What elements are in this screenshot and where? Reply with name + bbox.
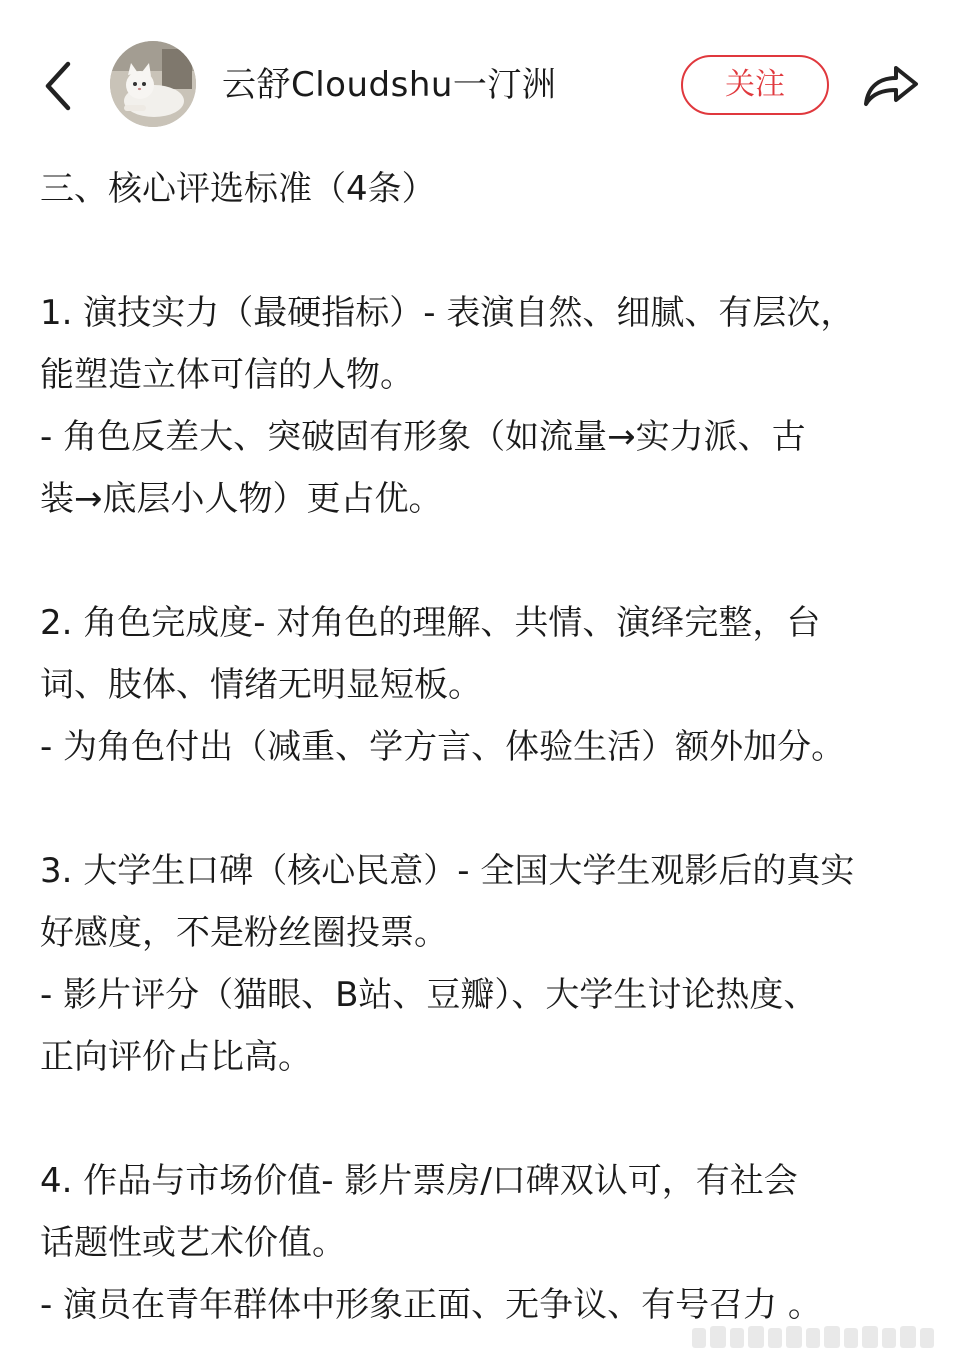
criterion-item-1	[40, 282, 930, 530]
paragraph-gap	[40, 220, 930, 282]
criterion-item-4	[40, 1150, 930, 1336]
follow-button[interactable]: 关注	[681, 55, 829, 115]
back-button[interactable]	[38, 58, 82, 114]
text-line: - 为角色付出（减重、学方言、体验生活）额外加分。	[40, 727, 846, 767]
paragraph-gap	[40, 778, 930, 840]
paragraph-gap	[40, 530, 930, 592]
criterion-item-3	[40, 840, 930, 1088]
text-line: 2. 角色完成度- 对角色的理解、共情、演绎完整，台	[40, 603, 821, 643]
text-line: - 演员在青年群体中形象正面、无争议、有号召力 。	[40, 1285, 822, 1325]
watermark-glyphs	[690, 1320, 940, 1354]
text-line: - 角色反差大、突破固有形象（如流量→实力派、古	[40, 417, 806, 457]
text-line: 正向评价占比高。	[40, 1037, 312, 1077]
text-line: - 影片评分（猫眼、B站、豆瓣）、大学生讨论热度、	[40, 975, 818, 1015]
text-line: 话题性或艺术价值。	[40, 1223, 346, 1263]
cat-avatar-icon	[110, 41, 196, 127]
section-title: 三、核心评选标准（4条）	[40, 169, 436, 209]
paragraph-gap	[40, 1088, 930, 1150]
share-arrow-icon	[860, 58, 922, 110]
avatar[interactable]	[110, 41, 196, 127]
text-line: 4. 作品与市场价值- 影片票房/口碑双认可，有社会	[40, 1161, 798, 1201]
text-line: 3. 大学生口碑（核心民意）- 全国大学生观影后的真实	[40, 851, 855, 891]
watermark	[690, 1320, 940, 1354]
text-line: 好感度，不是粉丝圈投票。	[40, 913, 448, 953]
text-line: 能塑造立体可信的人物。	[40, 355, 414, 395]
text-line: 1. 演技实力（最硬指标）- 表演自然、细腻、有层次，	[40, 293, 855, 333]
criterion-item-2	[40, 592, 930, 778]
chevron-left-icon	[38, 58, 82, 114]
post-content	[40, 158, 930, 1336]
username[interactable]: 云舒Cloudshu一汀洲	[222, 65, 557, 105]
share-button[interactable]	[860, 58, 922, 110]
post-header	[0, 0, 960, 150]
text-line: 词、肢体、情绪无明显短板。	[40, 665, 482, 705]
text-line: 装→底层小人物）更占优。	[40, 479, 443, 519]
